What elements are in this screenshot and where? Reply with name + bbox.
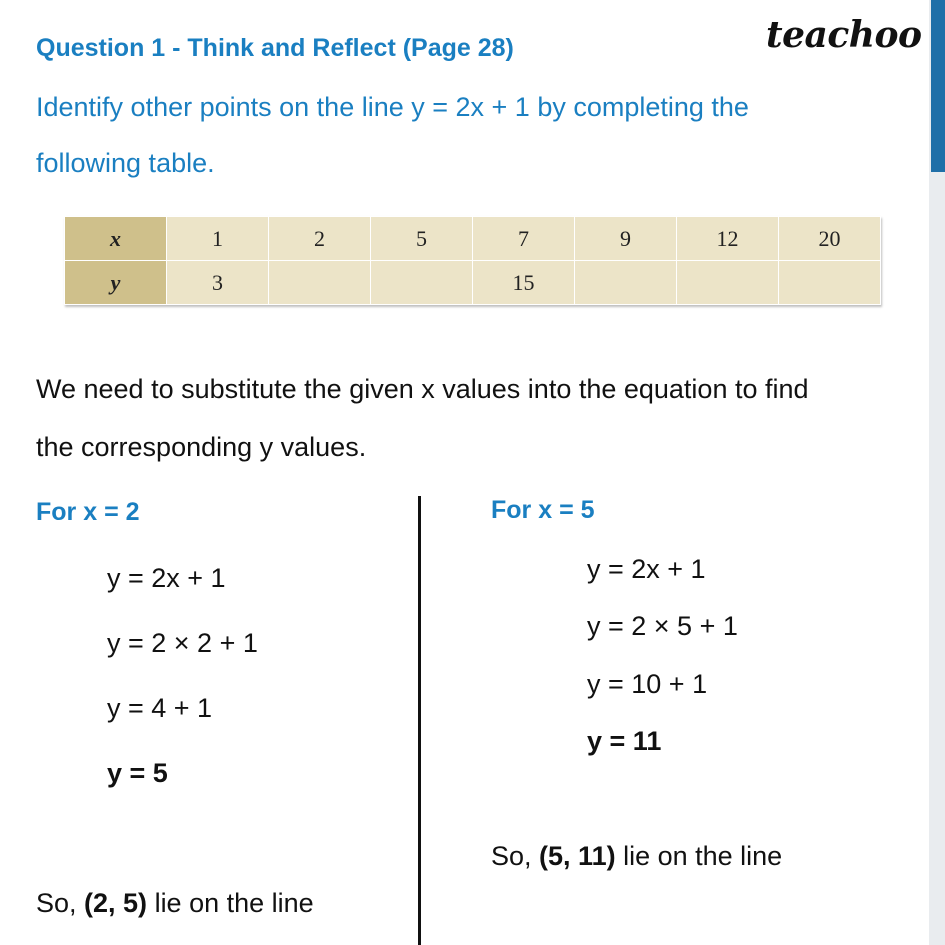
left-conclusion-suffix: lie on the line — [147, 888, 314, 918]
x-row-label: x — [65, 217, 167, 261]
left-conclusion-point: (2, 5) — [84, 888, 148, 918]
y-cell — [677, 261, 779, 305]
left-conclusion-prefix: So, — [36, 888, 85, 918]
right-conclusion-point: (5, 11) — [539, 841, 616, 871]
explanation-line-1: We need to substitute the given x values into the equation to find — [36, 374, 809, 404]
right-step-result: y = 11 — [587, 726, 662, 756]
x-cell: 12 — [677, 217, 779, 261]
right-conclusion-prefix: So, — [491, 841, 540, 871]
x-cell: 5 — [371, 217, 473, 261]
right-conclusion — [491, 841, 782, 872]
page-title: Question 1 - Think and Reflect (Page 28) — [36, 34, 514, 62]
left-step-3: y = 4 + 1 — [107, 693, 213, 723]
left-step-2: y = 2 × 2 + 1 — [107, 628, 258, 658]
column-divider — [418, 496, 421, 945]
y-cell: 15 — [473, 261, 575, 305]
right-step-3: y = 10 + 1 — [587, 669, 708, 699]
left-step-1: y = 2x + 1 — [107, 563, 226, 593]
scrollbar-thumb[interactable] — [931, 0, 945, 172]
y-row-label: y — [65, 261, 167, 305]
question-text-line-2: following table. — [36, 148, 215, 178]
right-conclusion-suffix: lie on the line — [615, 841, 783, 871]
right-column-heading: For x = 5 — [491, 496, 595, 524]
y-cell — [575, 261, 677, 305]
x-cell: 2 — [269, 217, 371, 261]
x-cell: 1 — [167, 217, 269, 261]
y-cell: 3 — [167, 261, 269, 305]
table-row-x — [65, 217, 881, 261]
teachoo-logo: teachoo — [766, 14, 922, 56]
x-cell: 20 — [779, 217, 881, 261]
table-row-y — [65, 261, 881, 305]
left-step-result: y = 5 — [107, 758, 168, 788]
right-step-1: y = 2x + 1 — [587, 554, 706, 584]
y-cell — [371, 261, 473, 305]
y-cell — [779, 261, 881, 305]
right-step-2: y = 2 × 5 + 1 — [587, 611, 738, 641]
left-conclusion — [36, 888, 314, 919]
explanation-line-2: the corresponding y values. — [36, 432, 367, 462]
y-cell — [269, 261, 371, 305]
question-text-line-1: Identify other points on the line y = 2x + 1 by completing the — [36, 92, 749, 122]
x-cell: 9 — [575, 217, 677, 261]
x-cell: 7 — [473, 217, 575, 261]
left-column-heading: For x = 2 — [36, 498, 140, 526]
values-table — [64, 216, 881, 305]
